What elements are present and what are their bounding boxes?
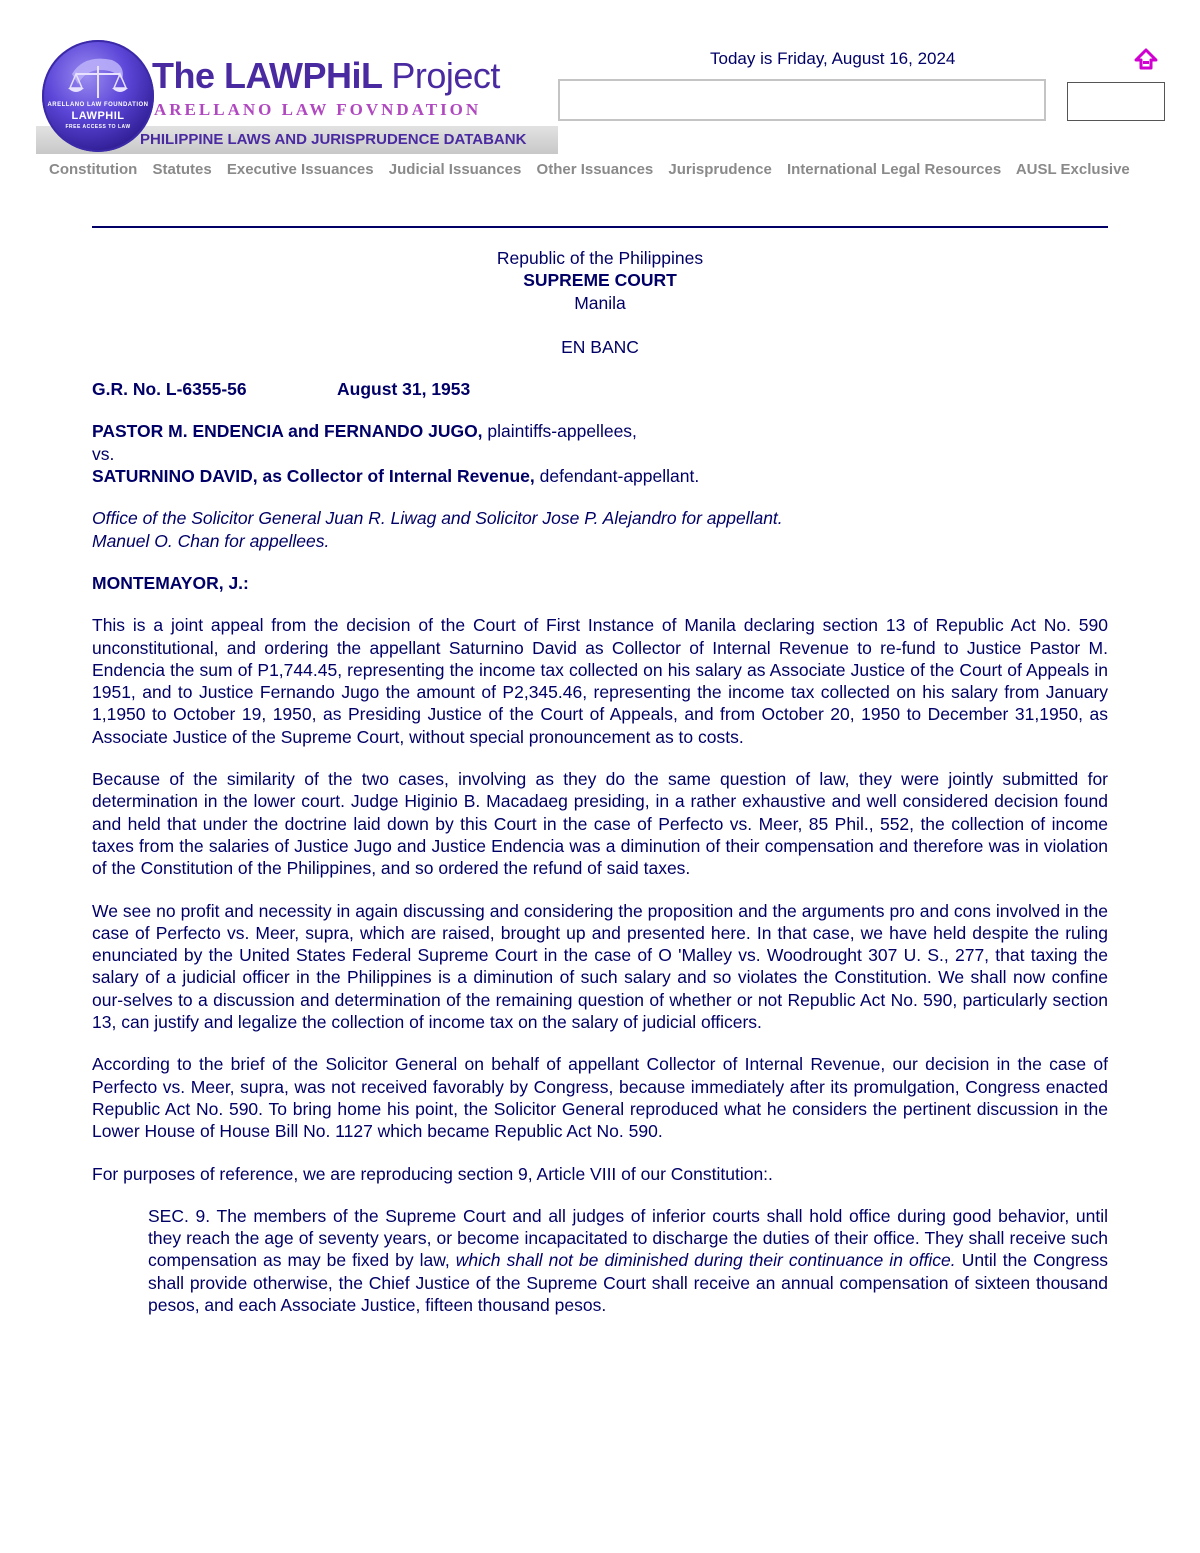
logo-title <box>152 55 500 96</box>
defendant-line <box>92 465 1108 487</box>
search-button[interactable] <box>1067 82 1165 121</box>
quote-part-1: SEC. 9. The members of the Supreme Court and all judges of inferior courts shall hold office during good behavior, until they reach the age of seventy years, or become incapacitated to discharge the duties of their office. They shall receive such compensation as may be fixed by law, <box>148 1205 1108 1271</box>
home-icon[interactable] <box>1134 48 1158 70</box>
nav-other-issuances[interactable]: Other Issuances <box>536 161 654 178</box>
versus: vs. <box>92 443 115 464</box>
paragraph-1: This is a joint appeal from the decision of the Court of First Instance of Manila declaring section 13 of Republic Act No. 590 unconstitutional, and ordering the appellant Saturnino David as Collector of Internal Revenue to re-fund to Justice Pastor M. Endencia the sum of P1,744.45, representing the income tax collected on his salary as Associate Justice of the Court of Appeals in 1951, and to Justice Fernando Jugo the amount of P2,345.46, representing the income tax collected on his salary from January 1,1950 to October 19, 1950, as Presiding Justice of the Court of Appeals, and from October 20, 1950 to December 31,1950, as Associate Justice of the Supreme Court, without special pronouncement as to costs. <box>92 615 1108 747</box>
ponente: MONTEMAYOR, J.: <box>92 572 249 593</box>
emblem-main-text: LAWPHIL <box>71 110 125 122</box>
nav-ausl-exclusive[interactable]: AUSL Exclusive <box>1015 161 1130 178</box>
nav-constitution[interactable]: Constitution <box>49 161 138 178</box>
quote-italic: which shall not be diminished during their continuance in office. <box>455 1250 956 1271</box>
plaintiffs-line <box>92 420 1108 442</box>
logo-title-project: Project <box>391 55 500 96</box>
decision-date: August 31, 1953 <box>337 379 471 400</box>
plaintiffs-role: plaintiffs-appellees, <box>487 421 637 442</box>
plaintiffs-names: PASTOR M. ENDENCIA and FERNANDO JUGO, <box>92 421 483 442</box>
quote-part-2: Until the Congress shall provide otherwise, the Chief Justice of the Supreme Court shall receive an annual compensation of sixteen thousand pesos, and each Associate Justice, fifteen thousand pesos. <box>148 1250 1108 1315</box>
search-input[interactable] <box>558 79 1046 121</box>
emblem-bottom-text: FREE ACCESS TO LAW <box>65 124 131 130</box>
counsel-appellees: Manuel O. Chan for appellees. <box>92 530 330 551</box>
court-city: Manila <box>574 292 626 313</box>
site-logo[interactable] <box>36 40 558 154</box>
header-divider <box>92 226 1108 228</box>
logo-title-the: The <box>152 55 215 96</box>
nav-statutes[interactable]: Statutes <box>152 161 212 178</box>
republic-line: Republic of the Philippines <box>496 248 704 268</box>
division: EN BANC <box>561 336 639 357</box>
nav-judicial-issuances[interactable]: Judicial Issuances <box>388 161 522 178</box>
logo-title-lawphil: LAWPHiL <box>224 55 382 96</box>
paragraph-2: Because of the similarity of the two cases, involving as they do the same question of law, they were jointly submitted for determination in the lower court. Judge Higinio B. Macadaeg presiding, in a rather exhaustive and well considered decision found and held that under the doctrine laid down by this Court in the case of Perfecto vs. Meer, 85 Phil., 552, the collection of income taxes from the salaries of Justice Jugo and Justice Endencia was a diminution of their compensation and therefore was in violation of the Constitution of the Philippines, and so ordered the refund of said taxes. <box>92 769 1108 879</box>
nav-international-legal-resources[interactable]: International Legal Resources <box>786 161 1002 178</box>
constitution-quote <box>148 1205 1108 1316</box>
main-nav <box>49 161 1159 178</box>
nav-executive-issuances[interactable]: Executive Issuances <box>226 161 374 178</box>
today-date: Today is Friday, August 16, 2024 <box>710 49 956 68</box>
logo-banner-text: PHILIPPINE LAWS AND JURISPRUDENCE DATABANK <box>140 131 527 148</box>
court-name: SUPREME COURT <box>523 270 677 291</box>
defendant-role: defendant-appellant. <box>539 466 700 487</box>
counsel-appellant: Office of the Solicitor General Juan R. Liwag and Solicitor Jose P. Alejandro for appellant. <box>92 508 783 529</box>
lawphil-emblem <box>42 40 154 152</box>
paragraph-4: According to the brief of the Solicitor General on behalf of appellant Collector of Internal Revenue, our decision in the case of Perfecto vs. Meer, supra, was not received favorably by Congress, because immediately after its promulgation, Congress enacted Republic Act No. 590. To bring home his point, the Solicitor General reproduced what he considers the pertinent discussion in the Lower House of House Bill No. 1127 which became Republic Act No. 590. <box>92 1054 1108 1142</box>
paragraph-3: We see no profit and necessity in again discussing and considering the proposition and the arguments pro and cons involved in the case of Perfecto vs. Meer, supra, which are raised, brought up and presented here. In that case, we have held despite the ruling enunciated by the United States Federal Supreme Court in the case of O 'Malley vs. Woodrought 307 U. S., 277, that taxing the salary of a judicial officer in the Philippines is a diminution of such salary and so violates the Constitution. We shall now confine our-selves to a discussion and determination of the remaining question of whether or not Republic Act No. 590, particularly section 13, can justify and legalize the collection of income tax on the salary of judicial officers. <box>92 900 1108 1033</box>
paragraph-5: For purposes of reference, we are reproducing section 9, Article VIII of our Constitution:. <box>92 1163 773 1184</box>
gr-number: G.R. No. L-6355-56 <box>92 379 247 400</box>
scales-of-justice-icon <box>42 40 154 152</box>
defendant-name: SATURNINO DAVID, as Collector of Internal Revenue, <box>92 466 535 487</box>
emblem-top-text: ARELLANO LAW FOUNDATION <box>47 102 149 108</box>
nav-jurisprudence[interactable]: Jurisprudence <box>668 161 772 178</box>
case-number-row <box>92 378 1108 400</box>
logo-subtitle: ARELLANO LAW FOVNDATION <box>154 100 482 119</box>
decision-document <box>92 247 1108 1316</box>
